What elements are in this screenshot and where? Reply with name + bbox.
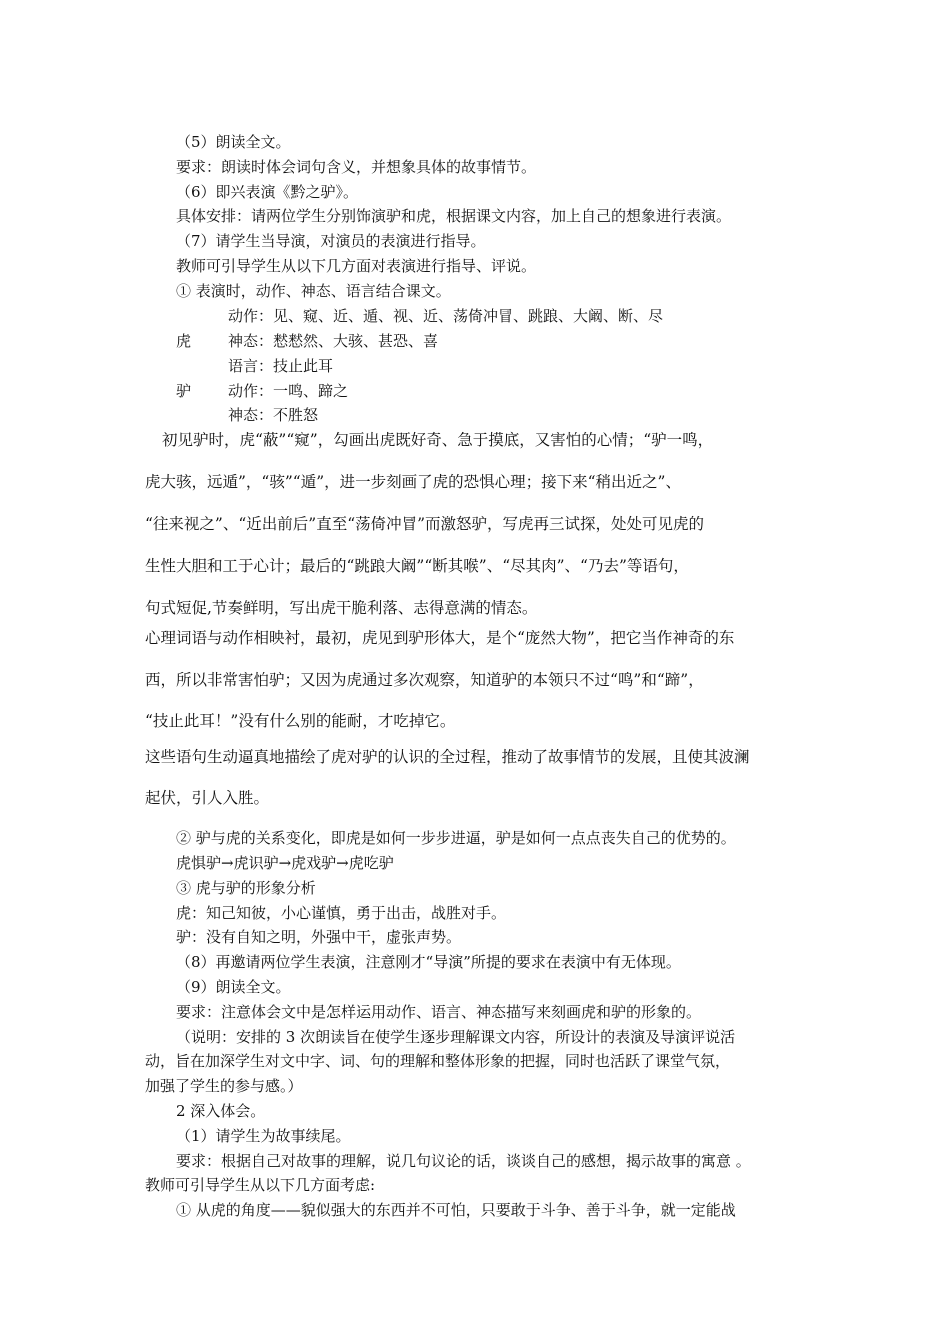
text-line: 动，旨在加深学生对文中字、词、句的理解和整体形象的把握，同时也活跃了课堂气氛， [145,1052,731,1070]
text-line: “往来视之”、“近出前后”直至“荡倚冲冒”而激怒驴，写虎再三试探，处处可见虎的 [145,515,705,533]
text-line: 加强了学生的参与感。） [145,1077,303,1095]
text-line: 教师可引导学生从以下几方面考虑: [145,1176,376,1194]
text-line: 2 深入体会。 [176,1102,266,1120]
tiger-label: 虎 [176,332,192,350]
text-line: 这些语句生动逼真地描绘了虎对驴的认识的全过程，推动了故事情节的发展，且使其波澜 [145,748,750,766]
text-line: 要求：注意体会文中是怎样运用动作、语言、神态描写来刻画虎和驴的形象的。 [176,1003,702,1021]
text-line: （6）即兴表演《黔之驴》。 [176,183,359,201]
text-line: 初见驴时，虎“蔽”“窥”，勾画出虎既好奇、急于摸底，又害怕的心情；“驴一鸣， [162,431,714,449]
text-line: 句式短促,节奏鲜明，写出虎干脆利落、志得意满的情态。 [145,599,538,617]
text-line: ① 从虎的角度——貌似强大的东西并不可怕，只要敢于斗争、善于斗争，就一定能战 [176,1201,736,1219]
text-line: ② 驴与虎的关系变化，即虎是如何一步步进逼，驴是如何一点点丧失自己的优势的。 [176,829,736,847]
text-line: 具体安排：请两位学生分别饰演驴和虎，根据课文内容，加上自己的想象进行表演。 [176,207,732,225]
text-line: （5）朗读全文。 [176,133,291,151]
text-line: 心理词语与动作相映衬，最初，虎见到驴形体大，是个“庞然大物”，把它当作神奇的东 [145,629,735,647]
text-line: 虎大骇，远遁”，“骇”“遁”，进一步刻画了虎的恐惧心理；接下来“稍出近之”、 [145,473,681,491]
text-line: （8）再邀请两位学生表演，注意刚才“导演”所提的要求在表演中有无体现。 [176,953,681,971]
text-line: 神态：慭慭然、大骇、甚恐、喜 [228,332,439,350]
text-line: 语言：技止此耳 [228,357,334,375]
text-line: （9）朗读全文。 [176,978,291,996]
text-line: （7）请学生当导演，对演员的表演进行指导。 [176,232,486,250]
text-line: ① 表演时，动作、神态、语言结合课文。 [176,282,451,300]
text-line: ③ 虎与驴的形象分析 [176,879,316,897]
text-line: 动作：一鸣、蹄之 [228,382,349,400]
text-line: （1）请学生为故事续尾。 [176,1127,351,1145]
text-line: 生性大胆和工于心计；最后的“跳踉大阚”“断其喉”、“尽其肉”、“乃去”等语句， [145,557,689,575]
text-line: 神态：不胜怒 [228,406,319,424]
text-line: （说明：安排的 3 次朗读旨在使学生逐步理解课文内容，所设计的表演及导演评说活 [176,1028,736,1046]
text-line: 起伏，引人入胜。 [145,789,270,807]
text-line: 虎惧驴→虎识驴→虎戏驴→虎吃驴 [176,854,394,872]
donkey-label: 驴 [176,382,192,400]
text-line: 要求：朗读时体会词句含义，并想象具体的故事情节。 [176,158,537,176]
text-line: 动作：见、窥、近、遁、视、近、荡倚冲冒、跳踉、大阚、断、尽 [228,307,664,325]
text-line: 虎：知己知彼，小心谨慎，勇于出击，战胜对手。 [176,904,507,922]
text-line: “技止此耳！”没有什么别的能耐，才吃掉它。 [145,712,456,730]
text-line: 西，所以非常害怕驴；又因为虎通过多次观察，知道驴的本领只不过“鸣”和“蹄”， [145,671,704,689]
text-line: 驴：没有自知之明，外强中干，虚张声势。 [176,928,462,946]
text-line: 教师可引导学生从以下几方面对表演进行指导、评说。 [176,257,537,275]
text-line: 要求：根据自己对故事的理解，说几句议论的话，谈谈自己的感想，揭示故事的寓意 。 [176,1152,751,1170]
